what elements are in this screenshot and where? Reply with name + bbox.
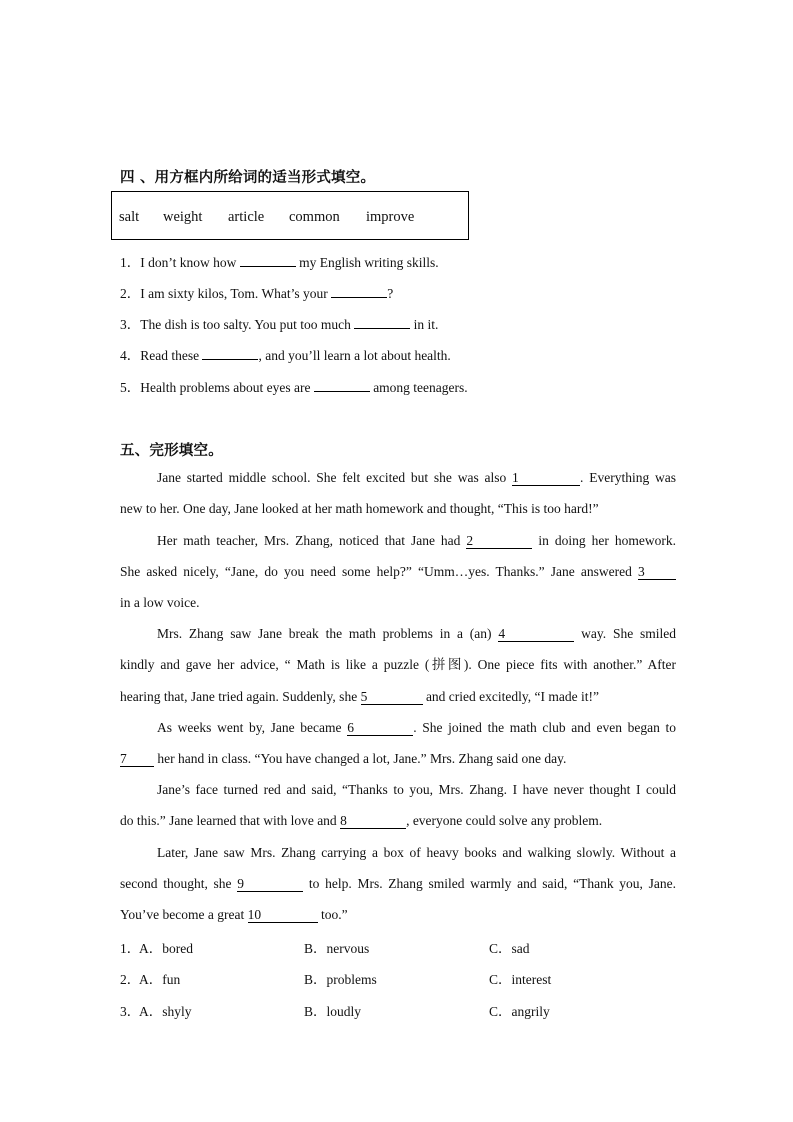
- passage-line: [157, 469, 676, 487]
- passage-line: [157, 625, 676, 643]
- word-box-word: salt: [119, 209, 140, 225]
- option-a[interactable]: A．bored: [139, 941, 193, 956]
- passage-line: [157, 532, 676, 550]
- passage-line: Jane’s face turned red and said, “Thanks to you, Mrs. Zhang. I have never thought I could: [157, 782, 676, 797]
- word-box-word: article: [228, 209, 265, 225]
- cloze-blank: 10: [248, 907, 318, 923]
- word-box-word: improve: [366, 209, 415, 225]
- option-number: 3．: [120, 1004, 141, 1019]
- word-box-word: common: [289, 209, 340, 225]
- fill-item: [120, 376, 468, 397]
- passage-line: [120, 812, 676, 830]
- cloze-blank: 2: [466, 533, 532, 549]
- fill-item: [120, 344, 451, 365]
- passage-line: [120, 750, 676, 768]
- option-number: 2．: [120, 972, 141, 987]
- answer-blank[interactable]: [354, 313, 410, 329]
- section4-heading: 四 、用方框内所给词的适当形式填空。: [120, 170, 376, 186]
- cloze-blank: 3: [638, 564, 676, 580]
- item-text: Read these: [140, 348, 203, 363]
- item-number: 5．: [120, 380, 141, 395]
- option-b[interactable]: B．nervous: [304, 941, 370, 956]
- word-box: [111, 191, 469, 240]
- fill-item: [120, 282, 393, 303]
- item-number: 4．: [120, 348, 141, 363]
- option-c[interactable]: C．interest: [489, 972, 552, 987]
- passage-line: in a low voice.: [120, 595, 200, 610]
- passage-text: . She joined the math club and even began to: [413, 720, 677, 735]
- cloze-blank: 9: [237, 876, 303, 892]
- item-text: my English writing skills.: [295, 255, 439, 270]
- answer-blank[interactable]: [331, 282, 387, 298]
- passage-text: Jane started middle school. She felt excited but she was also: [157, 470, 507, 485]
- passage-text: . Everything was: [580, 470, 676, 485]
- fill-item: [120, 313, 438, 334]
- item-text: I don’t know how: [140, 255, 240, 270]
- item-text: Health problems about eyes are: [140, 380, 314, 395]
- passage-line: [120, 906, 676, 924]
- cloze-blank: 1: [512, 470, 580, 486]
- fill-item: [120, 251, 439, 272]
- item-text: , and you’ll learn a lot about health.: [258, 348, 451, 363]
- passage-text: hearing that, Jane tried again. Suddenly, she: [120, 689, 358, 704]
- passage-text: You’ve become a great: [120, 907, 245, 922]
- option-c[interactable]: C．sad: [489, 941, 530, 956]
- cloze-blank: 7: [120, 751, 154, 767]
- option-c[interactable]: C．angrily: [489, 1004, 550, 1019]
- word-box-word: weight: [163, 209, 203, 225]
- item-number: 2．: [120, 286, 141, 301]
- passage-text: As weeks went by, Jane became: [157, 720, 342, 735]
- item-text: I am sixty kilos, Tom. What’s your: [140, 286, 332, 301]
- cloze-blank: 4: [498, 626, 574, 642]
- passage-text: second thought, she: [120, 876, 232, 891]
- answer-blank[interactable]: [314, 376, 370, 392]
- passage-text: too.”: [320, 907, 348, 922]
- passage-text: Mrs. Zhang saw Jane break the math problems in a (an): [157, 626, 492, 641]
- passage-line: Later, Jane saw Mrs. Zhang carrying a box of heavy books and walking slowly. Without a: [157, 845, 676, 860]
- cloze-blank: 8: [340, 813, 406, 829]
- passage-line: kindly and gave her advice, “ Math is like a puzzle (拼图). One piece fits with another.” After: [120, 657, 676, 672]
- option-a[interactable]: A．fun: [139, 972, 181, 987]
- item-text: The dish is too salty. You put too much: [140, 317, 355, 332]
- passage-line: [120, 563, 676, 581]
- item-number: 3．: [120, 317, 141, 332]
- option-a[interactable]: A．shyly: [139, 1004, 192, 1019]
- passage-text: , everyone could solve any problem.: [406, 813, 603, 828]
- passage-text: way. She smiled: [581, 626, 677, 641]
- item-text: ?: [387, 286, 394, 301]
- item-text: in it.: [410, 317, 439, 332]
- passage-line: [157, 719, 676, 737]
- passage-line: [120, 875, 676, 893]
- answer-blank[interactable]: [240, 251, 296, 267]
- cloze-blank: 6: [347, 720, 413, 736]
- passage-text: Her math teacher, Mrs. Zhang, noticed that Jane had: [157, 533, 461, 548]
- item-text: among teenagers.: [369, 380, 468, 395]
- passage-text: do this.” Jane learned that with love and: [120, 813, 337, 828]
- option-b[interactable]: B．problems: [304, 972, 377, 987]
- passage-text: She asked nicely, “Jane, do you need some help?” “Umm…yes. Thanks.” Jane answered: [120, 564, 632, 579]
- passage-line: new to her. One day, Jane looked at her math homework and thought, “This is too hard!”: [120, 501, 599, 516]
- passage-text: and cried excitedly, “I made it!”: [425, 689, 599, 704]
- passage-text: to help. Mrs. Zhang smiled warmly and said, “Thank you, Jane.: [308, 876, 676, 891]
- option-b[interactable]: B．loudly: [304, 1004, 362, 1019]
- passage-line: [120, 688, 676, 706]
- answer-blank[interactable]: [202, 344, 258, 360]
- passage-text: in doing her homework.: [538, 533, 677, 548]
- item-number: 1．: [120, 255, 141, 270]
- cloze-blank: 5: [361, 689, 423, 705]
- option-number: 1．: [120, 941, 141, 956]
- passage-text: her hand in class. “You have changed a lot, Jane.” Mrs. Zhang said one day.: [157, 751, 567, 766]
- section5-heading: 五、完形填空。: [120, 443, 223, 459]
